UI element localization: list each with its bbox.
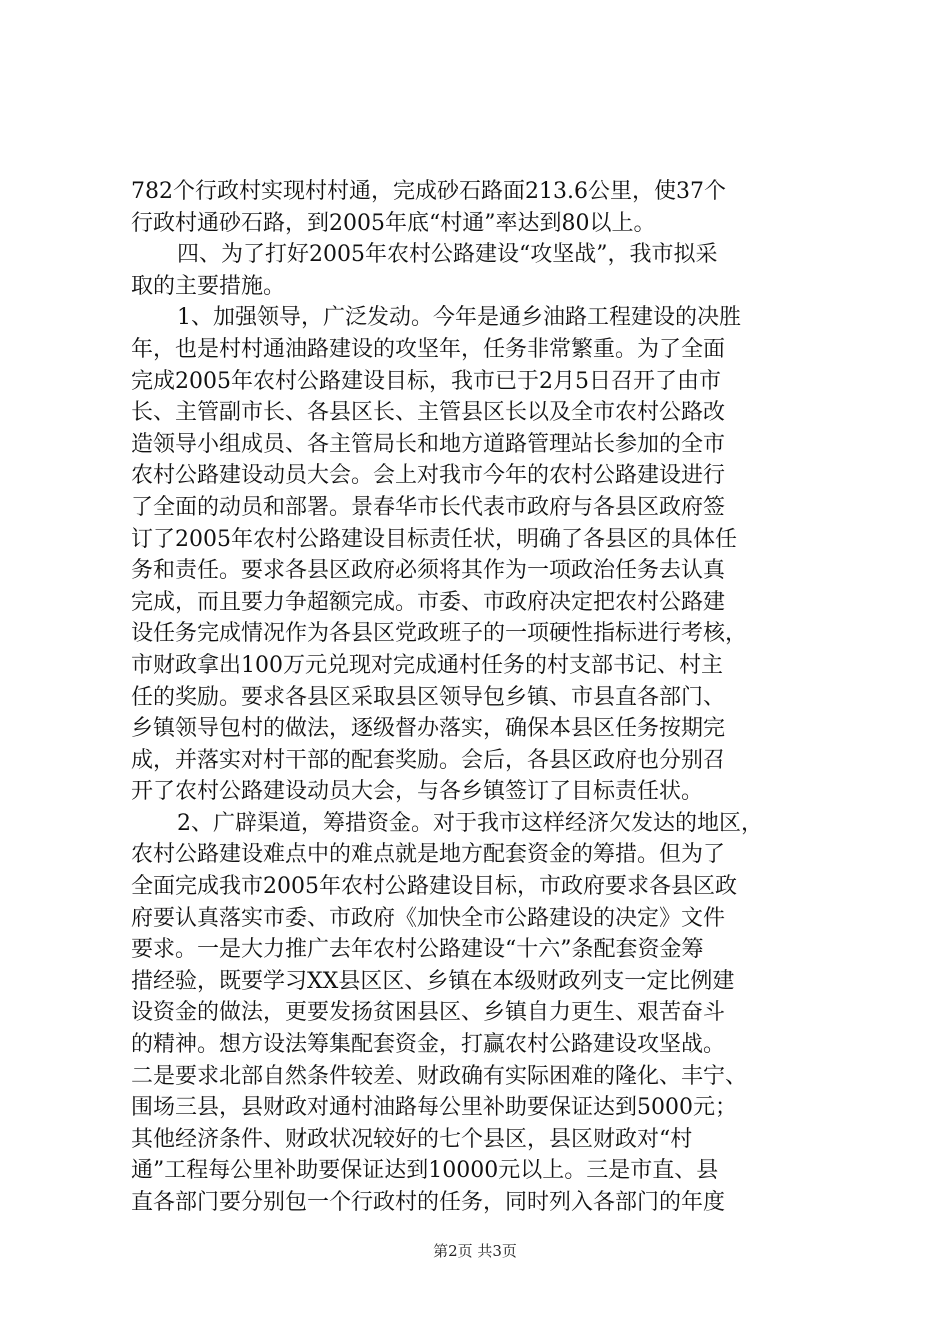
text-line: 造领导小组成员、各主管局长和地方道路管理站长参加的全市 (131, 431, 726, 457)
text-line: 长、主管副市长、各县区长、主管县区长以及全市农村公路改 (131, 400, 726, 426)
text-line: 全面完成我市2005年农村公路建设目标，市政府要求各县区政 (131, 874, 737, 900)
text-line: 1、加强领导，广泛发动。今年是通乡油路工程建设的决胜 (177, 305, 741, 331)
text-line: 订了2005年农村公路建设目标责任状，明确了各县区的具体任 (131, 526, 737, 552)
text-line: 的精神。想方设法筹集配套资金，打赢农村公路建设攻坚战。 (131, 1032, 726, 1058)
text-line: 任的奖励。要求各县区采取县区领导包乡镇、市县直各部门、 (131, 684, 726, 710)
text-line: 市财政拿出100万元兑现对完成通村任务的村支部书记、村主 (131, 652, 723, 678)
text-line: 其他经济条件、财政状况较好的七个县区，县区财政对“村 (131, 1126, 693, 1152)
text-line: 二是要求北部自然条件较差、财政确有实际困难的隆化、丰宁、 (131, 1063, 748, 1089)
page-footer: 第2页 共3页 (433, 1242, 517, 1260)
text-line: 年，也是村村通油路建设的攻坚年，任务非常繁重。为了全面 (131, 336, 726, 362)
text-line: 要求。一是大力推广去年农村公路建设“十六”条配套资金筹 (131, 937, 704, 963)
document-body (131, 176, 831, 1219)
text-line: 农村公路建设难点中的难点就是地方配套资金的筹措。但为了 (131, 842, 726, 868)
text-line: 四、为了打好2005年农村公路建设“攻坚战”，我市拟采 (177, 242, 718, 268)
text-line: 782个行政村实现村村通，完成砂石路面213.6公里，使37个 (131, 179, 726, 204)
text-line: 措经验，既要学习XX县区区、乡镇在本级财政列支一定比例建 (131, 968, 735, 994)
text-line: 围场三县，县财政对通村油路每公里补助要保证达到5000元； (131, 1095, 737, 1121)
text-line: 通”工程每公里补助要保证达到10000元以上。三是市直、县 (131, 1158, 719, 1184)
text-line: 务和责任。要求各县区政府必须将其作为一项政治任务去认真 (131, 558, 726, 584)
text-line: 乡镇领导包村的做法，逐级督办落实，确保本县区任务按期完 (131, 716, 726, 742)
text-line: 了全面的动员和部署。景春华市长代表市政府与各县区政府签 (131, 494, 726, 520)
text-line: 取的主要措施。 (131, 273, 286, 299)
text-line: 设资金的做法，更要发扬贫困县区、乡镇自力更生、艰苦奋斗 (131, 1000, 726, 1026)
text-line: 府要认真落实市委、市政府《加快全市公路建设的决定》文件 (131, 905, 726, 931)
text-line: 农村公路建设动员大会。会上对我市今年的农村公路建设进行 (131, 463, 726, 489)
text-line: 成，并落实对村干部的配套奖励。会后，各县区政府也分别召 (131, 747, 726, 773)
text-line: 开了农村公路建设动员大会，与各乡镇签订了目标责任状。 (131, 779, 704, 805)
text-line: 完成2005年农村公路建设目标，我市已于2月5日召开了由市 (131, 368, 721, 394)
text-line: 行政村通砂石路，到2005年底“村通”率达到80以上。 (131, 210, 656, 236)
text-line: 完成，而且要力争超额完成。市委、市政府决定把农村公路建 (131, 589, 726, 615)
text-line: 设任务完成情况作为各县区党政班子的一项硬性指标进行考核， (131, 621, 748, 647)
text-line: 2、广辟渠道，筹措资金。对于我市这样经济欠发达的地区， (177, 810, 763, 836)
text-line: 直各部门要分别包一个行政村的任务，同时列入各部门的年度 (131, 1190, 726, 1215)
